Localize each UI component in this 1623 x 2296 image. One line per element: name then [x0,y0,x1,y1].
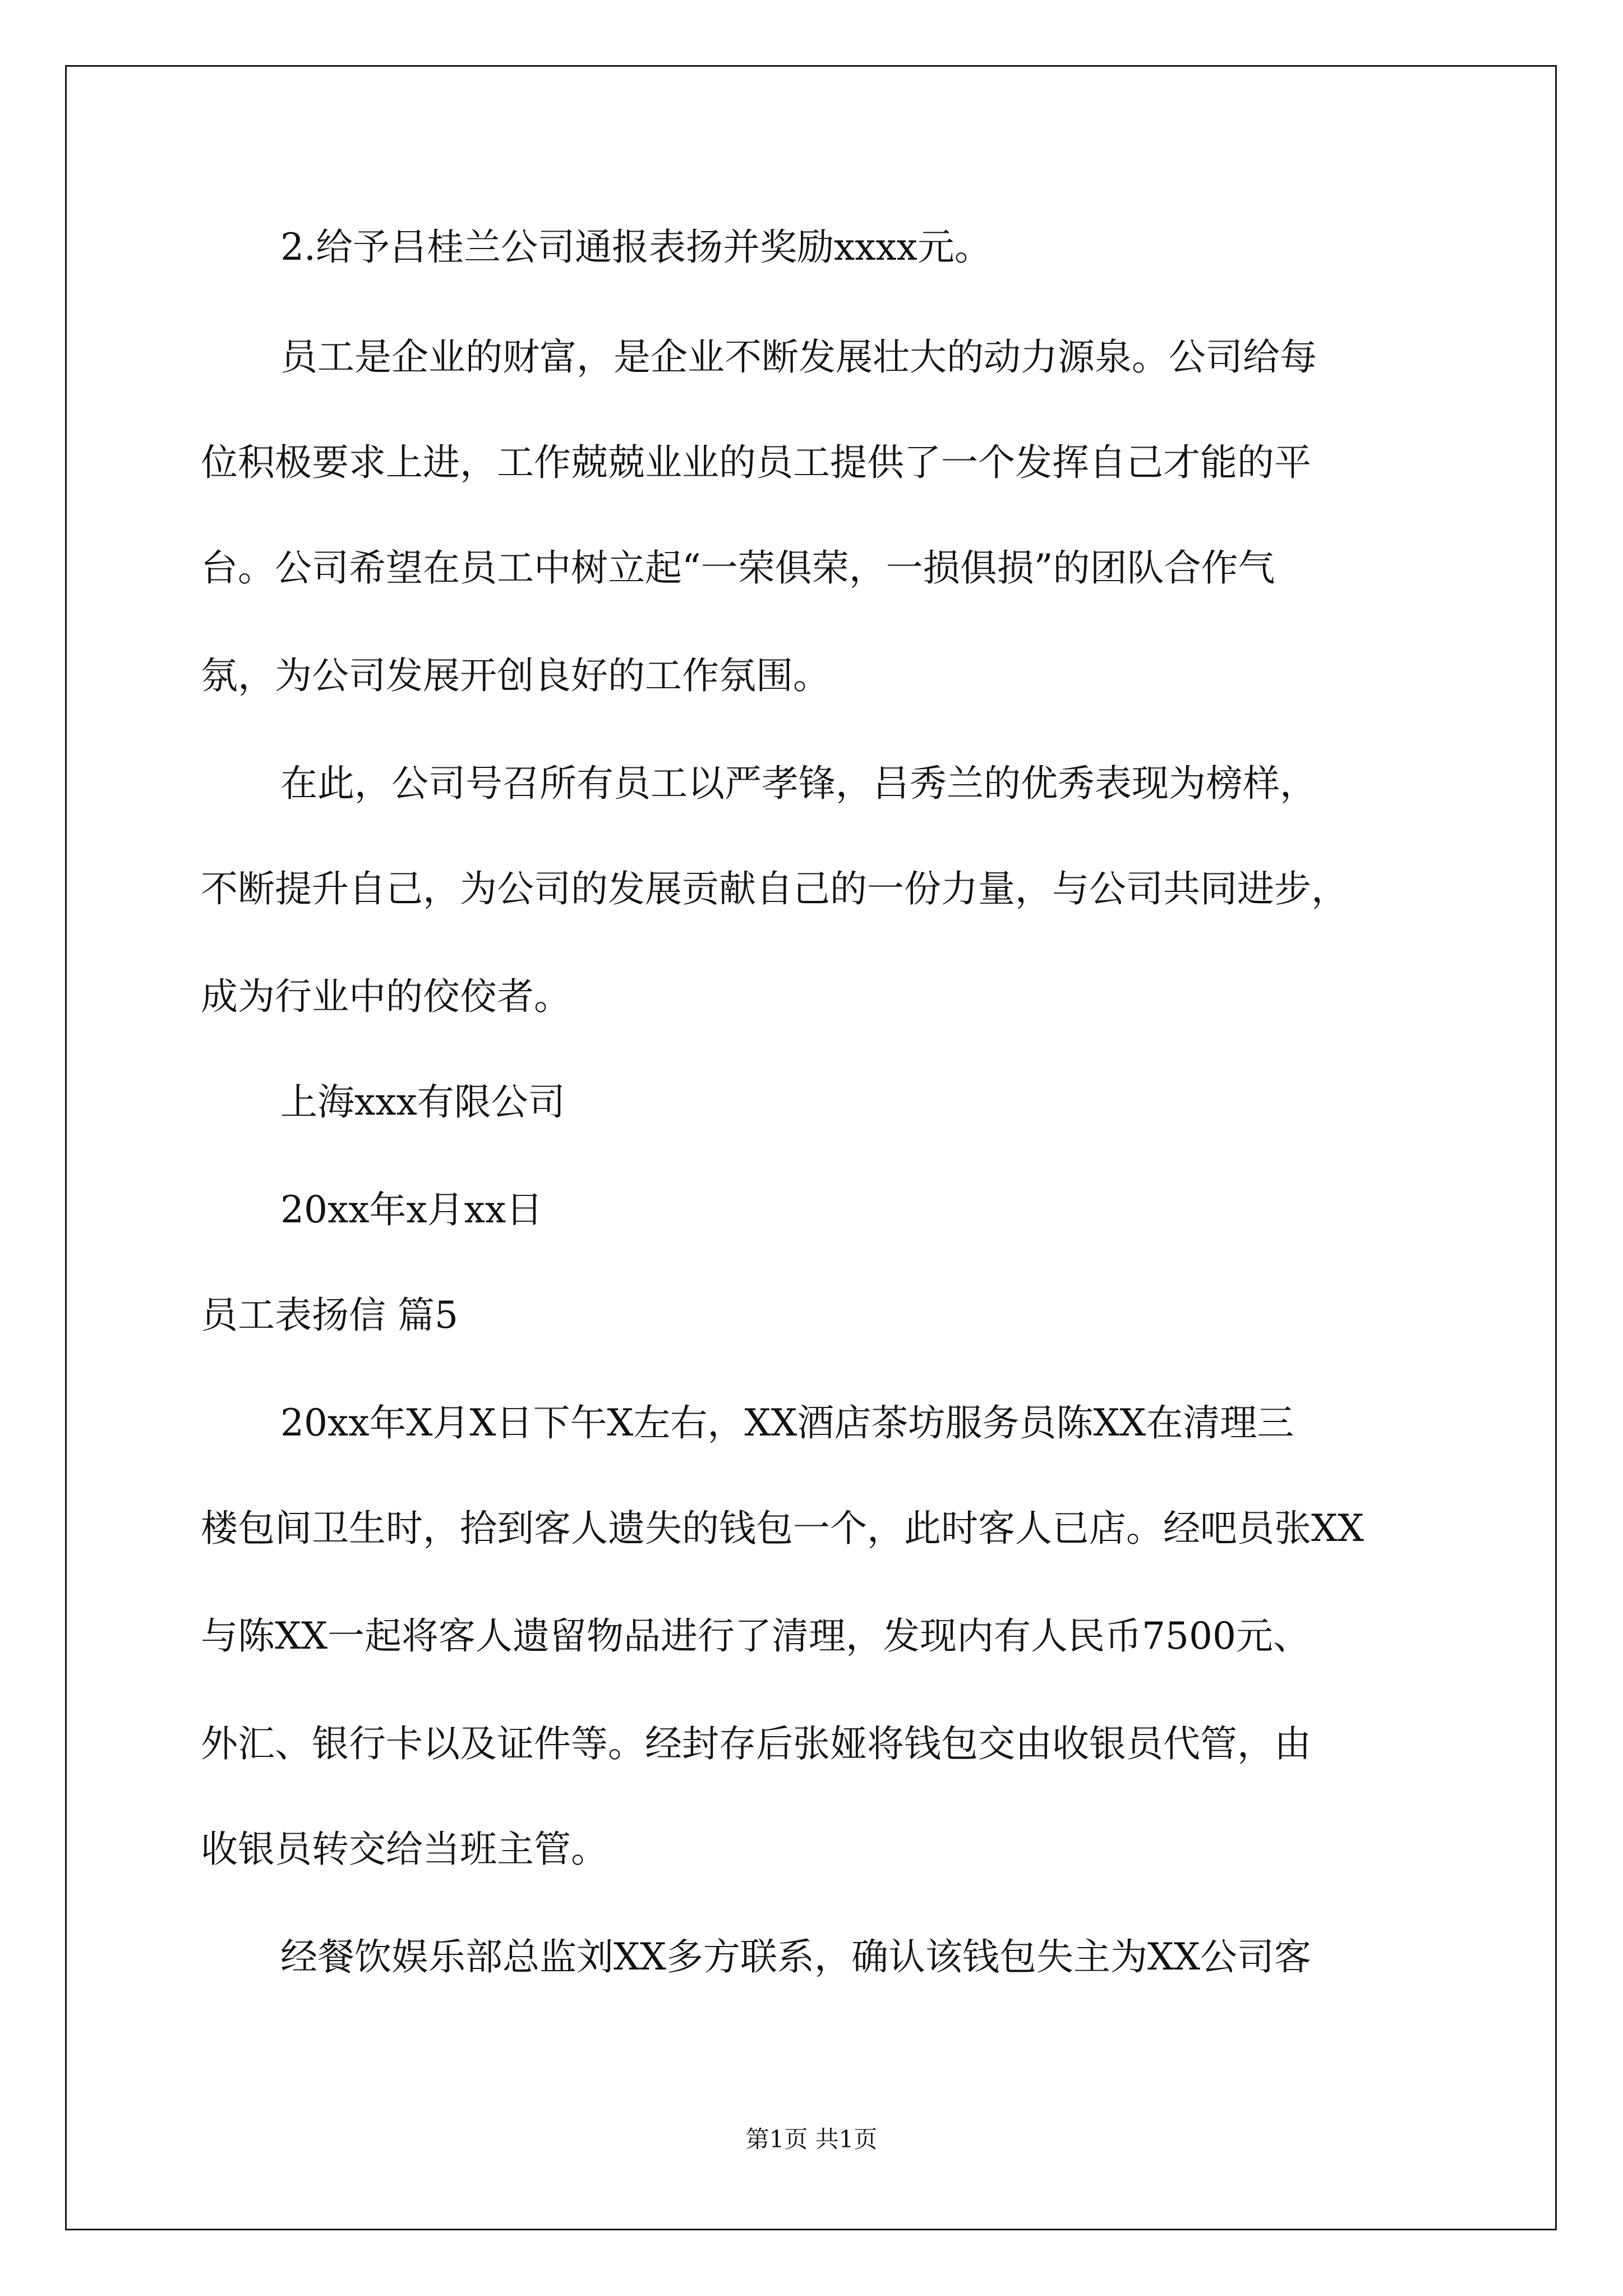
paragraph-line: 在此，公司号召所有员工以严孝锋，吕秀兰的优秀表现为榜样， [280,762,1317,805]
paragraph-line: 员工是企业的财富，是企业不断发展壮大的动力源泉。公司给每 [280,335,1317,379]
signature-date: 20xx年x月xx日 [280,1188,543,1231]
paragraph-line: 氛，为公司发展开创良好的工作氛围。 [201,654,830,697]
page-footer: 第1页 共1页 [745,2125,878,2153]
paragraph-line: 楼包间卫生时，拾到客人遗失的钱包一个，此时客人已店。经吧员张XX [201,1507,1364,1550]
company-signature: 上海xxx有限公司 [280,1080,565,1124]
page-border [65,65,1557,2230]
paragraph-line: 台。公司希望在员工中树立起“一荣俱荣，一损俱损”的团队合作气 [201,546,1275,590]
paragraph-line: 与陈XX一起将客人遗留物品进行了清理，发现内有人民币7500元、 [201,1614,1310,1658]
paragraph-line: 不断提升自己，为公司的发展贡献自己的一份力量，与公司共同进步， [201,867,1348,910]
paragraph-line: 成为行业中的佼佼者。 [201,975,571,1018]
paragraph-line: 20xx年X月X日下午X左右，XX酒店茶坊服务员陈XX在清理三 [280,1401,1294,1444]
paragraph-line: 外汇、银行卡以及证件等。经封存后张娅将钱包交由收银员代管，由 [201,1722,1311,1765]
paragraph-line-award: 2.给予吕桂兰公司通报表扬并奖励xxxx元。 [280,226,992,269]
paragraph-line: 经餐饮娱乐部总监刘XX多方联系，确认该钱包失主为XX公司客 [280,1935,1311,1978]
paragraph-line: 收银员转交给当班主管。 [201,1828,608,1871]
section-heading: 员工表扬信 篇5 [201,1294,458,1337]
paragraph-line: 位积极要求上进，工作兢兢业业的员工提供了一个发挥自己才能的平 [201,441,1311,484]
